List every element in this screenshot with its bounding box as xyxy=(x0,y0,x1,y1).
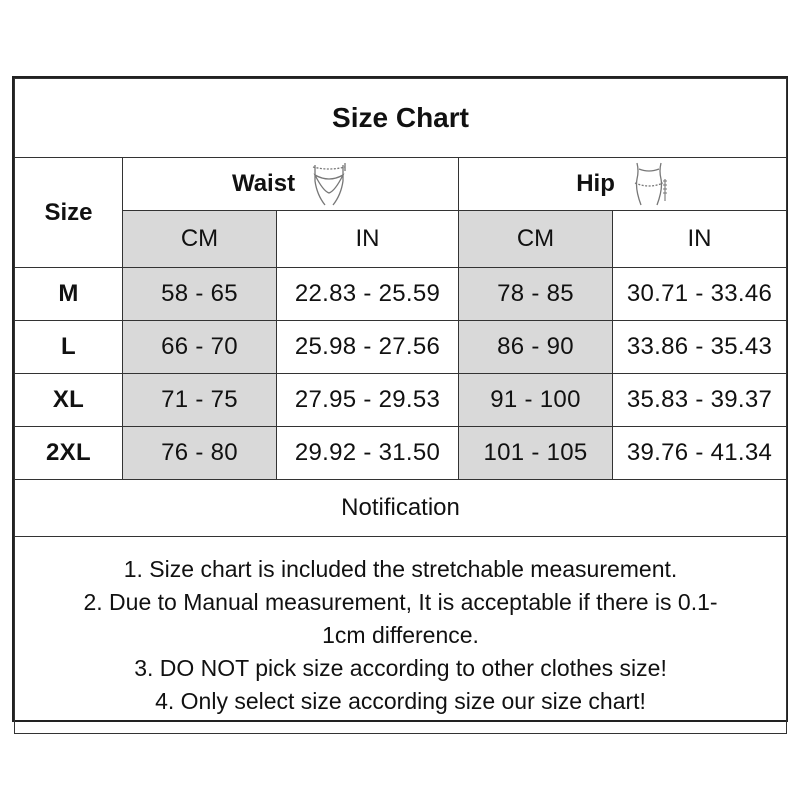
table-row xyxy=(15,427,787,480)
hip-cm-cell: 78 - 85 xyxy=(459,268,613,321)
hip-in-cell: 30.71 - 33.46 xyxy=(613,268,787,321)
hip-cm-cell: 101 - 105 xyxy=(459,427,613,480)
waist-in-cell: 22.83 - 25.59 xyxy=(277,268,459,321)
table-row xyxy=(15,321,787,374)
waist-measure-icon xyxy=(309,161,349,207)
hip-cm-header: CM xyxy=(459,211,613,268)
hip-cm-cell: 86 - 90 xyxy=(459,321,613,374)
chart-title: Size Chart xyxy=(15,79,787,158)
note-line: 1cm difference. xyxy=(322,621,479,648)
waist-in-cell: 25.98 - 27.56 xyxy=(277,321,459,374)
waist-header xyxy=(123,158,459,211)
waist-cm-cell: 76 - 80 xyxy=(123,427,277,480)
size-cell: XL xyxy=(15,374,123,427)
size-chart xyxy=(12,76,788,722)
notification-heading: Notification xyxy=(15,480,787,537)
notification-notes xyxy=(15,537,787,734)
size-cell: 2XL xyxy=(15,427,123,480)
note-line: 3. DO NOT pick size according to other clothes size! xyxy=(134,654,667,681)
size-cell: M xyxy=(15,268,123,321)
table-row xyxy=(15,374,787,427)
waist-cm-cell: 58 - 65 xyxy=(123,268,277,321)
size-header: Size xyxy=(15,158,123,268)
waist-cm-cell: 71 - 75 xyxy=(123,374,277,427)
hip-in-cell: 39.76 - 41.34 xyxy=(613,427,787,480)
waist-in-header: IN xyxy=(277,211,459,268)
waist-cm-header: CM xyxy=(123,211,277,268)
hip-label: Hip xyxy=(576,170,615,197)
note-line: 1. Size chart is included the stretchable measurement. xyxy=(123,555,678,582)
size-table xyxy=(14,78,787,734)
note-line: 4. Only select size according size our size chart! xyxy=(155,687,646,714)
hip-measure-icon xyxy=(629,161,669,207)
waist-in-cell: 29.92 - 31.50 xyxy=(277,427,459,480)
hip-cm-cell: 91 - 100 xyxy=(459,374,613,427)
waist-label: Waist xyxy=(231,170,296,197)
note-line: 2. Due to Manual measurement, It is acceptable if there is 0.1- xyxy=(83,588,718,615)
hip-in-cell: 33.86 - 35.43 xyxy=(613,321,787,374)
hip-in-cell: 35.83 - 39.37 xyxy=(613,374,787,427)
size-cell: L xyxy=(15,321,123,374)
hip-in-header: IN xyxy=(613,211,787,268)
waist-cm-cell: 66 - 70 xyxy=(123,321,277,374)
table-row xyxy=(15,268,787,321)
hip-header xyxy=(459,158,787,211)
waist-in-cell: 27.95 - 29.53 xyxy=(277,374,459,427)
